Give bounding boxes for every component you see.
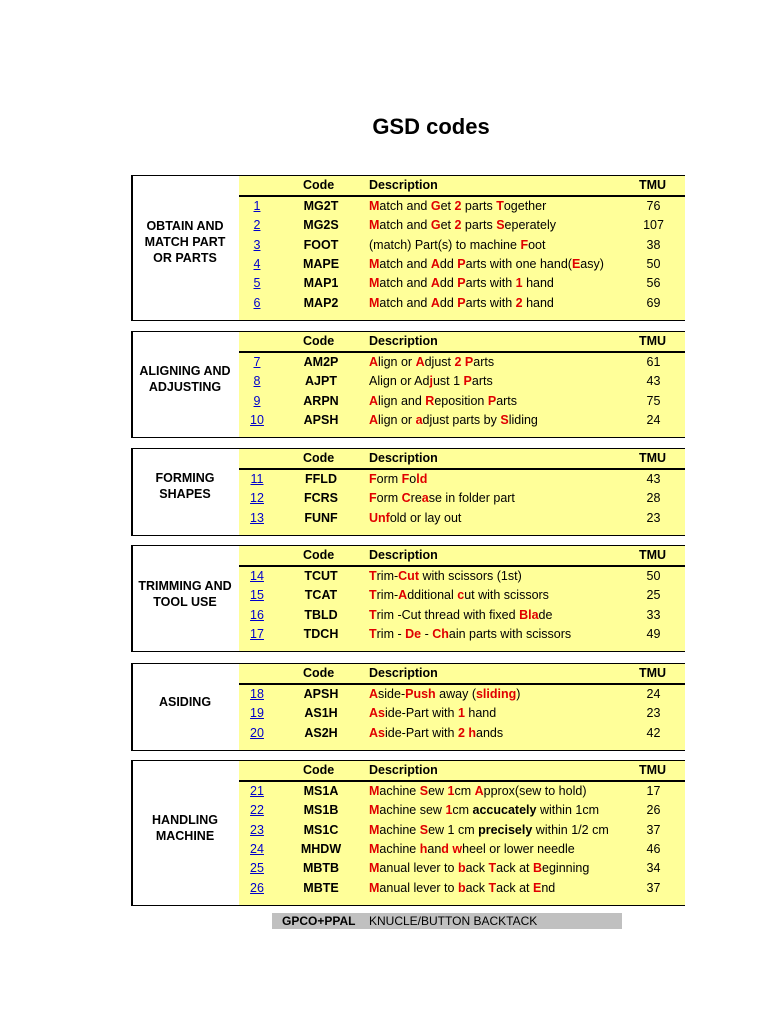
table-row xyxy=(239,393,685,412)
row-description: (match) Part(s) to machine Foot xyxy=(369,237,546,252)
row-number-link[interactable]: 2 xyxy=(253,218,261,233)
row-description: Form Crease in folder part xyxy=(369,491,515,506)
row-description: Manual lever to back Tack at Beginning xyxy=(369,861,590,876)
row-description: Match and Add Parts with 2 hand xyxy=(369,295,554,310)
row-description: Machine hand wheel or lower needle xyxy=(369,841,575,856)
row-description: Match and Get 2 parts Together xyxy=(369,199,547,213)
table-row xyxy=(239,587,685,606)
row-description: Unfold or lay out xyxy=(369,510,462,525)
table-row xyxy=(239,490,685,509)
row-code: MAP1 xyxy=(303,276,339,291)
table-row xyxy=(239,198,685,217)
row-number-link[interactable]: 22 xyxy=(250,803,264,818)
table-row xyxy=(239,471,685,490)
column-header-code: Code xyxy=(303,763,335,777)
header-divider xyxy=(239,565,685,567)
table-row xyxy=(239,607,685,626)
column-header-tmu: TMU xyxy=(639,548,667,562)
row-number-link[interactable]: 13 xyxy=(250,510,264,525)
row-code: MS1A xyxy=(303,784,339,798)
row-number-link[interactable]: 10 xyxy=(250,412,264,427)
table-row xyxy=(239,237,685,256)
column-header-code: Code xyxy=(303,451,335,465)
row-number-link[interactable]: 12 xyxy=(250,491,264,506)
row-code: MBTB xyxy=(302,861,340,876)
row-description: Match and Get 2 parts Seperately xyxy=(369,218,556,233)
code-section xyxy=(131,448,685,536)
row-tmu: 17 xyxy=(646,784,661,798)
footer-text: KNUCLE/BUTTON BACKTACK xyxy=(369,914,538,928)
column-header-description: Description xyxy=(369,548,438,562)
row-tmu: 56 xyxy=(646,276,661,291)
row-tmu: 43 xyxy=(646,472,661,486)
table-row xyxy=(239,686,685,705)
row-code: AS2H xyxy=(304,725,338,740)
row-description: Align or Adjust 1 Parts xyxy=(369,374,493,389)
row-number-link[interactable]: 19 xyxy=(250,706,264,721)
row-tmu: 25 xyxy=(646,588,661,603)
header-divider xyxy=(239,195,685,197)
row-number-link[interactable]: 26 xyxy=(250,880,264,895)
table-row xyxy=(239,725,685,744)
row-code: MBTE xyxy=(303,880,339,895)
row-tmu: 24 xyxy=(646,412,661,427)
row-tmu: 23 xyxy=(646,706,661,721)
row-tmu: 75 xyxy=(646,393,661,408)
table-row xyxy=(239,295,685,314)
row-code: MAP2 xyxy=(303,295,339,310)
group-label: HANDLING MACHINE xyxy=(152,813,218,843)
row-code: FOOT xyxy=(303,237,339,252)
row-tmu: 33 xyxy=(646,607,661,622)
row-description: Match and Add Parts with 1 hand xyxy=(369,276,554,291)
table-row xyxy=(239,275,685,294)
row-description: Aside-Part with 2 hands xyxy=(369,725,504,740)
row-description: Match and Add Parts with one hand(Easy) xyxy=(369,256,604,271)
row-description: Machine sew 1cm accucately within 1cm xyxy=(369,803,599,818)
row-number-link[interactable]: 11 xyxy=(250,472,264,486)
row-code: MG2S xyxy=(303,218,339,233)
row-tmu: 23 xyxy=(646,510,661,525)
header-divider xyxy=(239,351,685,353)
column-header-code: Code xyxy=(303,178,335,192)
row-description: Aside-Push away (sliding) xyxy=(369,687,521,701)
page-title: GSD codes xyxy=(372,114,490,139)
row-code: FFLD xyxy=(305,472,337,486)
row-description: Align and Reposition Parts xyxy=(369,393,518,408)
table-row xyxy=(239,373,685,392)
table-row xyxy=(239,802,685,821)
row-tmu: 37 xyxy=(646,822,661,837)
table-row xyxy=(239,841,685,860)
row-code: MS1B xyxy=(303,803,339,818)
column-header-code: Code xyxy=(303,334,335,348)
table-row xyxy=(239,354,685,373)
row-description: Trim-Additional cut with scissors xyxy=(369,588,549,603)
row-code: MHDW xyxy=(300,841,342,856)
row-code: APSH xyxy=(303,687,339,701)
row-tmu: 28 xyxy=(646,491,661,506)
row-number-link[interactable]: 24 xyxy=(250,841,264,856)
row-code: TDCH xyxy=(303,626,339,641)
row-tmu: 46 xyxy=(646,841,661,856)
row-code: TCAT xyxy=(304,588,338,603)
row-number-link[interactable]: 8 xyxy=(253,374,261,389)
column-header-description: Description xyxy=(369,334,438,348)
row-code: AS1H xyxy=(304,706,338,721)
row-number-link[interactable]: 16 xyxy=(250,607,264,622)
row-code: AM2P xyxy=(303,355,339,369)
row-number-link[interactable]: 5 xyxy=(253,276,261,291)
table-row xyxy=(239,568,685,587)
column-header-tmu: TMU xyxy=(639,666,667,680)
group-label: TRIMMING AND TOOL USE xyxy=(138,579,232,609)
row-number-link[interactable]: 9 xyxy=(253,393,261,408)
row-code: FUNF xyxy=(304,510,338,525)
column-header-description: Description xyxy=(369,178,438,192)
row-description: Align or Adjust 2 Parts xyxy=(369,355,495,369)
table-row xyxy=(239,860,685,879)
column-header-description: Description xyxy=(369,763,438,777)
row-code: TBLD xyxy=(304,607,338,622)
row-tmu: 26 xyxy=(646,803,661,818)
row-number-link[interactable]: 25 xyxy=(250,861,264,876)
row-code: ARPN xyxy=(303,393,339,408)
table-row xyxy=(239,217,685,236)
table-row xyxy=(239,626,685,645)
table-row xyxy=(239,880,685,899)
row-description: Trim-Cut with scissors (1st) xyxy=(369,569,522,583)
row-description: Machine Sew 1 cm precisely within 1/2 cm xyxy=(369,822,609,837)
row-number-link[interactable]: 18 xyxy=(250,687,264,701)
code-section xyxy=(131,331,685,438)
code-section xyxy=(131,760,685,906)
group-label: ALIGNING AND ADJUSTING xyxy=(139,364,231,394)
column-header-tmu: TMU xyxy=(639,178,667,192)
row-tmu: 34 xyxy=(646,861,661,876)
table-row xyxy=(239,412,685,431)
row-tmu: 49 xyxy=(646,626,661,641)
group-label: OBTAIN AND MATCH PART OR PARTS xyxy=(144,219,226,265)
row-number-link[interactable]: 23 xyxy=(250,822,264,837)
row-description: Manual lever to back Tack at End xyxy=(369,880,556,895)
group-label: FORMING SHAPES xyxy=(155,471,215,501)
row-number-link[interactable]: 7 xyxy=(253,355,261,369)
table-row xyxy=(239,510,685,529)
footer-bar xyxy=(272,913,622,929)
header-divider xyxy=(239,468,685,470)
table-row xyxy=(239,705,685,724)
row-tmu: 42 xyxy=(646,725,661,740)
header-divider xyxy=(239,683,685,685)
column-header-description: Description xyxy=(369,666,438,680)
column-header-code: Code xyxy=(303,548,335,562)
footer-code: GPCO+PPAL xyxy=(282,914,356,928)
row-number-link[interactable]: 20 xyxy=(250,725,264,740)
row-description: Aside-Part with 1 hand xyxy=(369,706,497,721)
row-number-link[interactable]: 4 xyxy=(253,256,261,271)
row-description: Trim -Cut thread with fixed Blade xyxy=(369,607,553,622)
group-label: ASIDING xyxy=(158,695,212,709)
table-row xyxy=(239,783,685,802)
column-header-tmu: TMU xyxy=(639,763,667,777)
row-description: Machine Sew 1cm Approx(sew to hold) xyxy=(369,784,587,798)
row-code: APSH xyxy=(303,412,339,427)
row-number-link[interactable]: 14 xyxy=(250,569,264,583)
row-code: MAPE xyxy=(302,256,340,271)
row-tmu: 24 xyxy=(646,687,661,701)
code-section xyxy=(131,175,685,321)
row-tmu: 76 xyxy=(646,199,661,213)
row-code: TCUT xyxy=(304,569,338,583)
column-header-tmu: TMU xyxy=(639,451,667,465)
code-section xyxy=(131,545,685,652)
row-number-link[interactable]: 1 xyxy=(253,199,261,213)
row-code: MG2T xyxy=(303,199,339,213)
row-number-link[interactable]: 6 xyxy=(253,295,261,310)
column-header-tmu: TMU xyxy=(639,334,667,348)
row-number-link[interactable]: 17 xyxy=(250,626,264,641)
row-description: Align or adjust parts by Sliding xyxy=(369,412,538,427)
header-divider xyxy=(239,780,685,782)
row-tmu: 38 xyxy=(646,237,661,252)
row-code: AJPT xyxy=(305,374,337,389)
row-number-link[interactable]: 21 xyxy=(250,784,264,798)
row-tmu: 50 xyxy=(646,569,661,583)
row-tmu: 43 xyxy=(646,374,661,389)
table-row xyxy=(239,822,685,841)
row-description: Form Fold xyxy=(369,472,428,486)
row-code: FCRS xyxy=(303,491,339,506)
row-tmu: 50 xyxy=(646,256,661,271)
row-tmu: 61 xyxy=(646,355,661,369)
row-tmu: 107 xyxy=(643,218,664,233)
code-section xyxy=(131,663,685,751)
row-number-link[interactable]: 3 xyxy=(253,237,261,252)
row-description: Trim - De - Chain parts with scissors xyxy=(369,626,572,641)
column-header-description: Description xyxy=(369,451,438,465)
row-number-link[interactable]: 15 xyxy=(250,588,264,603)
column-header-code: Code xyxy=(303,666,335,680)
row-code: MS1C xyxy=(303,822,339,837)
row-tmu: 69 xyxy=(646,295,661,310)
table-row xyxy=(239,256,685,275)
row-tmu: 37 xyxy=(646,880,661,895)
